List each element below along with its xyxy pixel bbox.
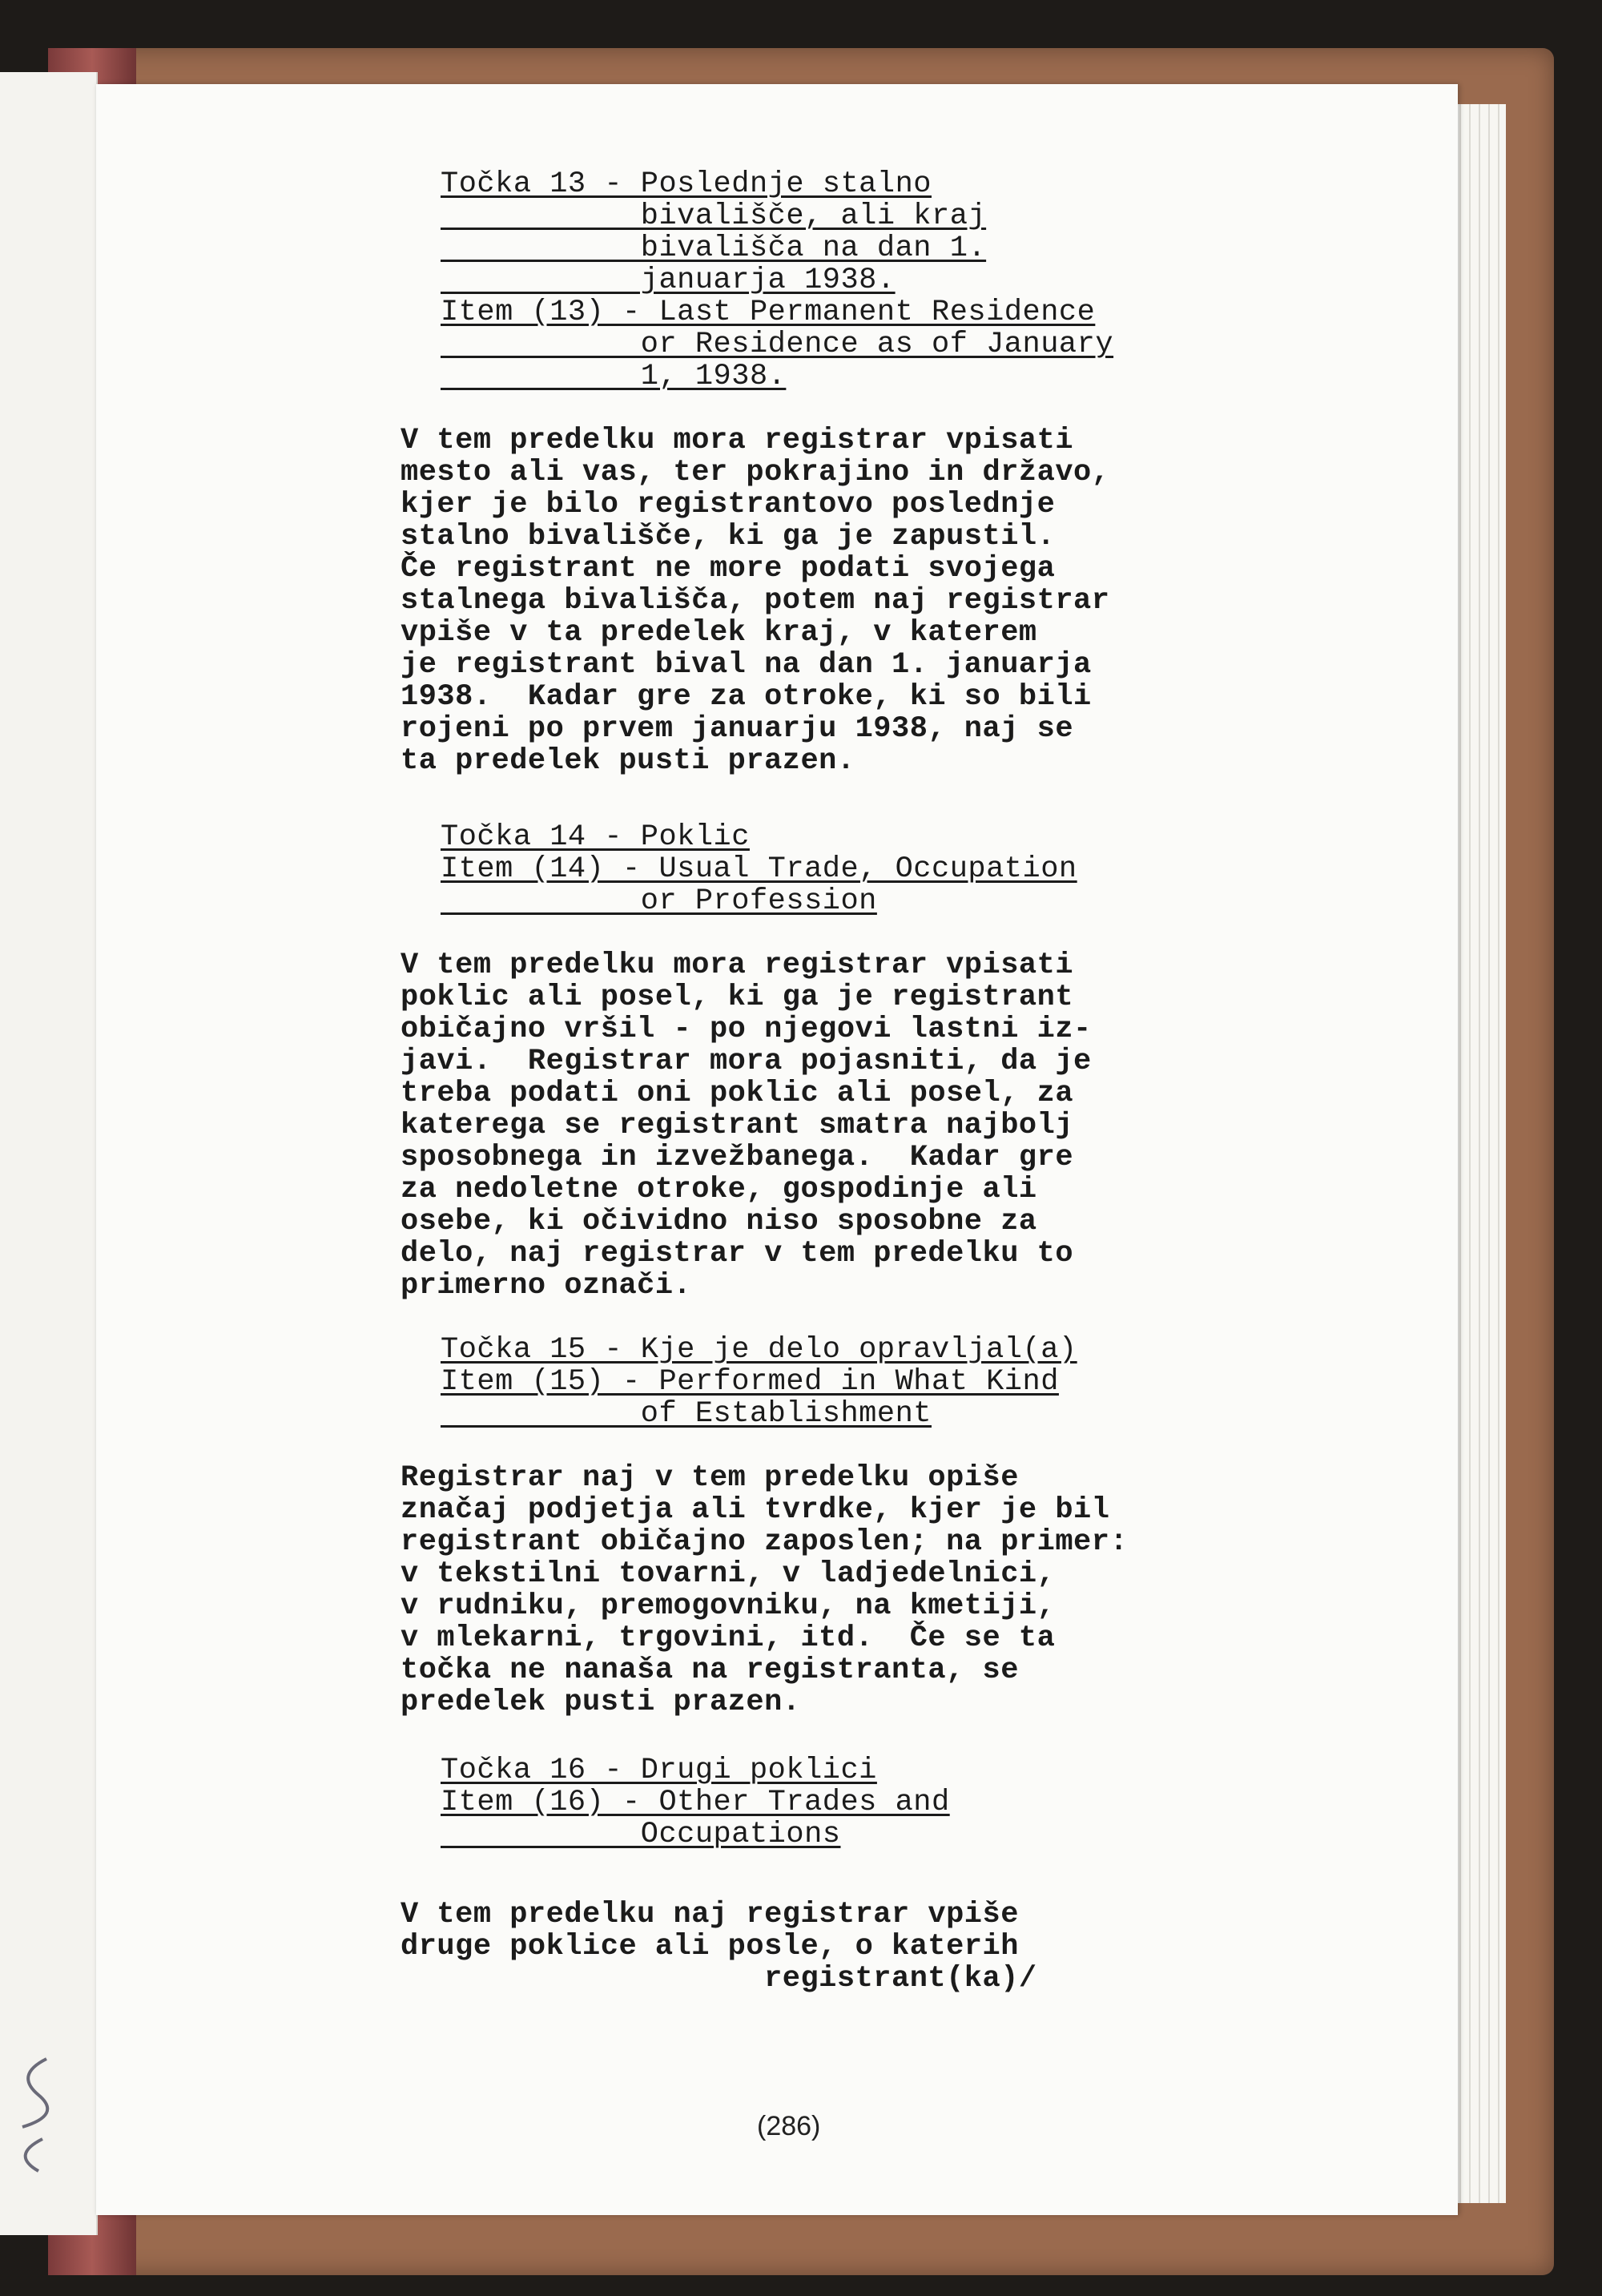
section-heading: Točka 14 - Poklic	[441, 820, 750, 854]
paragraph-line: običajno vršil - po njegovi lastni iz-	[400, 1013, 1092, 1046]
paragraph-line: registrant(ka)/	[400, 1962, 1037, 1996]
paragraph-line: 1938. Kadar gre za otroke, ki so bili	[400, 680, 1092, 714]
paragraph-line: primerno označi.	[400, 1269, 692, 1303]
paragraph-line: Registrar naj v tem predelku opiše	[400, 1461, 1019, 1495]
document-page	[96, 84, 1458, 2215]
paragraph-line: ta predelek pusti prazen.	[400, 744, 855, 778]
paragraph-line: katerega se registrant smatra najbolj	[400, 1109, 1074, 1142]
paragraph-line: javi. Registrar mora pojasniti, da je	[400, 1045, 1092, 1078]
page-number: (286)	[757, 2111, 821, 2141]
paragraph-line: rojeni po prvem januarju 1938, naj se	[400, 712, 1074, 746]
paragraph-line: za nedoletne otroke, gospodinje ali	[400, 1173, 1037, 1206]
paragraph-line: mesto ali vas, ter pokrajino in državo,	[400, 456, 1110, 489]
section-heading: or Profession	[441, 884, 877, 918]
paragraph-line: registrant običajno zaposlen; na primer:	[400, 1525, 1129, 1559]
section-heading: bivališče, ali kraj	[441, 199, 987, 233]
paragraph-line: je registrant bival na dan 1. januarja	[400, 648, 1092, 682]
paragraph-line: druge poklice ali posle, o katerih	[400, 1930, 1019, 1964]
paragraph-line: točka ne nanaša na registranta, se	[400, 1654, 1019, 1687]
paragraph-line: vpiše v ta predelek kraj, v katerem	[400, 616, 1037, 650]
paragraph-line: značaj podjetja ali tvrdke, kjer je bil	[400, 1493, 1110, 1527]
section-heading: Točka 16 - Drugi poklici	[441, 1754, 877, 1787]
section-heading: januarja 1938.	[441, 264, 896, 297]
paragraph-line: v rudniku, premogovniku, na kmetiji,	[400, 1589, 1056, 1623]
handwritten-mark	[6, 2051, 62, 2187]
section-heading: Occupations	[441, 1818, 841, 1851]
section-heading: Točka 13 - Poslednje stalno	[441, 167, 932, 201]
paragraph-line: kjer je bilo registrantovo poslednje	[400, 488, 1056, 522]
facing-page-edge	[0, 72, 98, 2235]
paragraph-line: poklic ali posel, ki ga je registrant	[400, 981, 1074, 1014]
section-heading: Točka 15 - Kje je delo opravljal(a)	[441, 1333, 1077, 1367]
paragraph-line: V tem predelku mora registrar vpisati	[400, 949, 1074, 982]
paragraph-line: V tem predelku naj registrar vpiše	[400, 1898, 1019, 1931]
section-heading: or Residence as of January	[441, 328, 1114, 361]
paragraph-line: stalno bivališče, ki ga je zapustil.	[400, 520, 1056, 554]
paragraph-line: sposobnega in izvežbanega. Kadar gre	[400, 1141, 1074, 1174]
paragraph-line: v tekstilni tovarni, v ladjedelnici,	[400, 1557, 1056, 1591]
section-heading: of Establishment	[441, 1397, 932, 1431]
section-heading: Item (16) - Other Trades and	[441, 1786, 950, 1819]
paragraph-line: stalnega bivališča, potem naj registrar	[400, 584, 1110, 618]
paragraph-line: treba podati oni poklic ali posel, za	[400, 1077, 1074, 1110]
paragraph-line: Če registrant ne more podati svojega	[400, 552, 1056, 586]
section-heading: Item (13) - Last Permanent Residence	[441, 296, 1096, 329]
paragraph-line: predelek pusti prazen.	[400, 1686, 801, 1719]
section-heading: bivališča na dan 1.	[441, 232, 987, 265]
section-heading: Item (15) - Performed in What Kind	[441, 1365, 1059, 1399]
section-heading: Item (14) - Usual Trade, Occupation	[441, 852, 1077, 886]
paragraph-line: v mlekarni, trgovini, itd. Če se ta	[400, 1621, 1056, 1655]
paragraph-line: delo, naj registrar v tem predelku to	[400, 1237, 1074, 1271]
paragraph-line: osebe, ki očividno niso sposobne za	[400, 1205, 1037, 1239]
section-heading: 1, 1938.	[441, 360, 787, 393]
paragraph-line: V tem predelku mora registrar vpisati	[400, 424, 1074, 457]
